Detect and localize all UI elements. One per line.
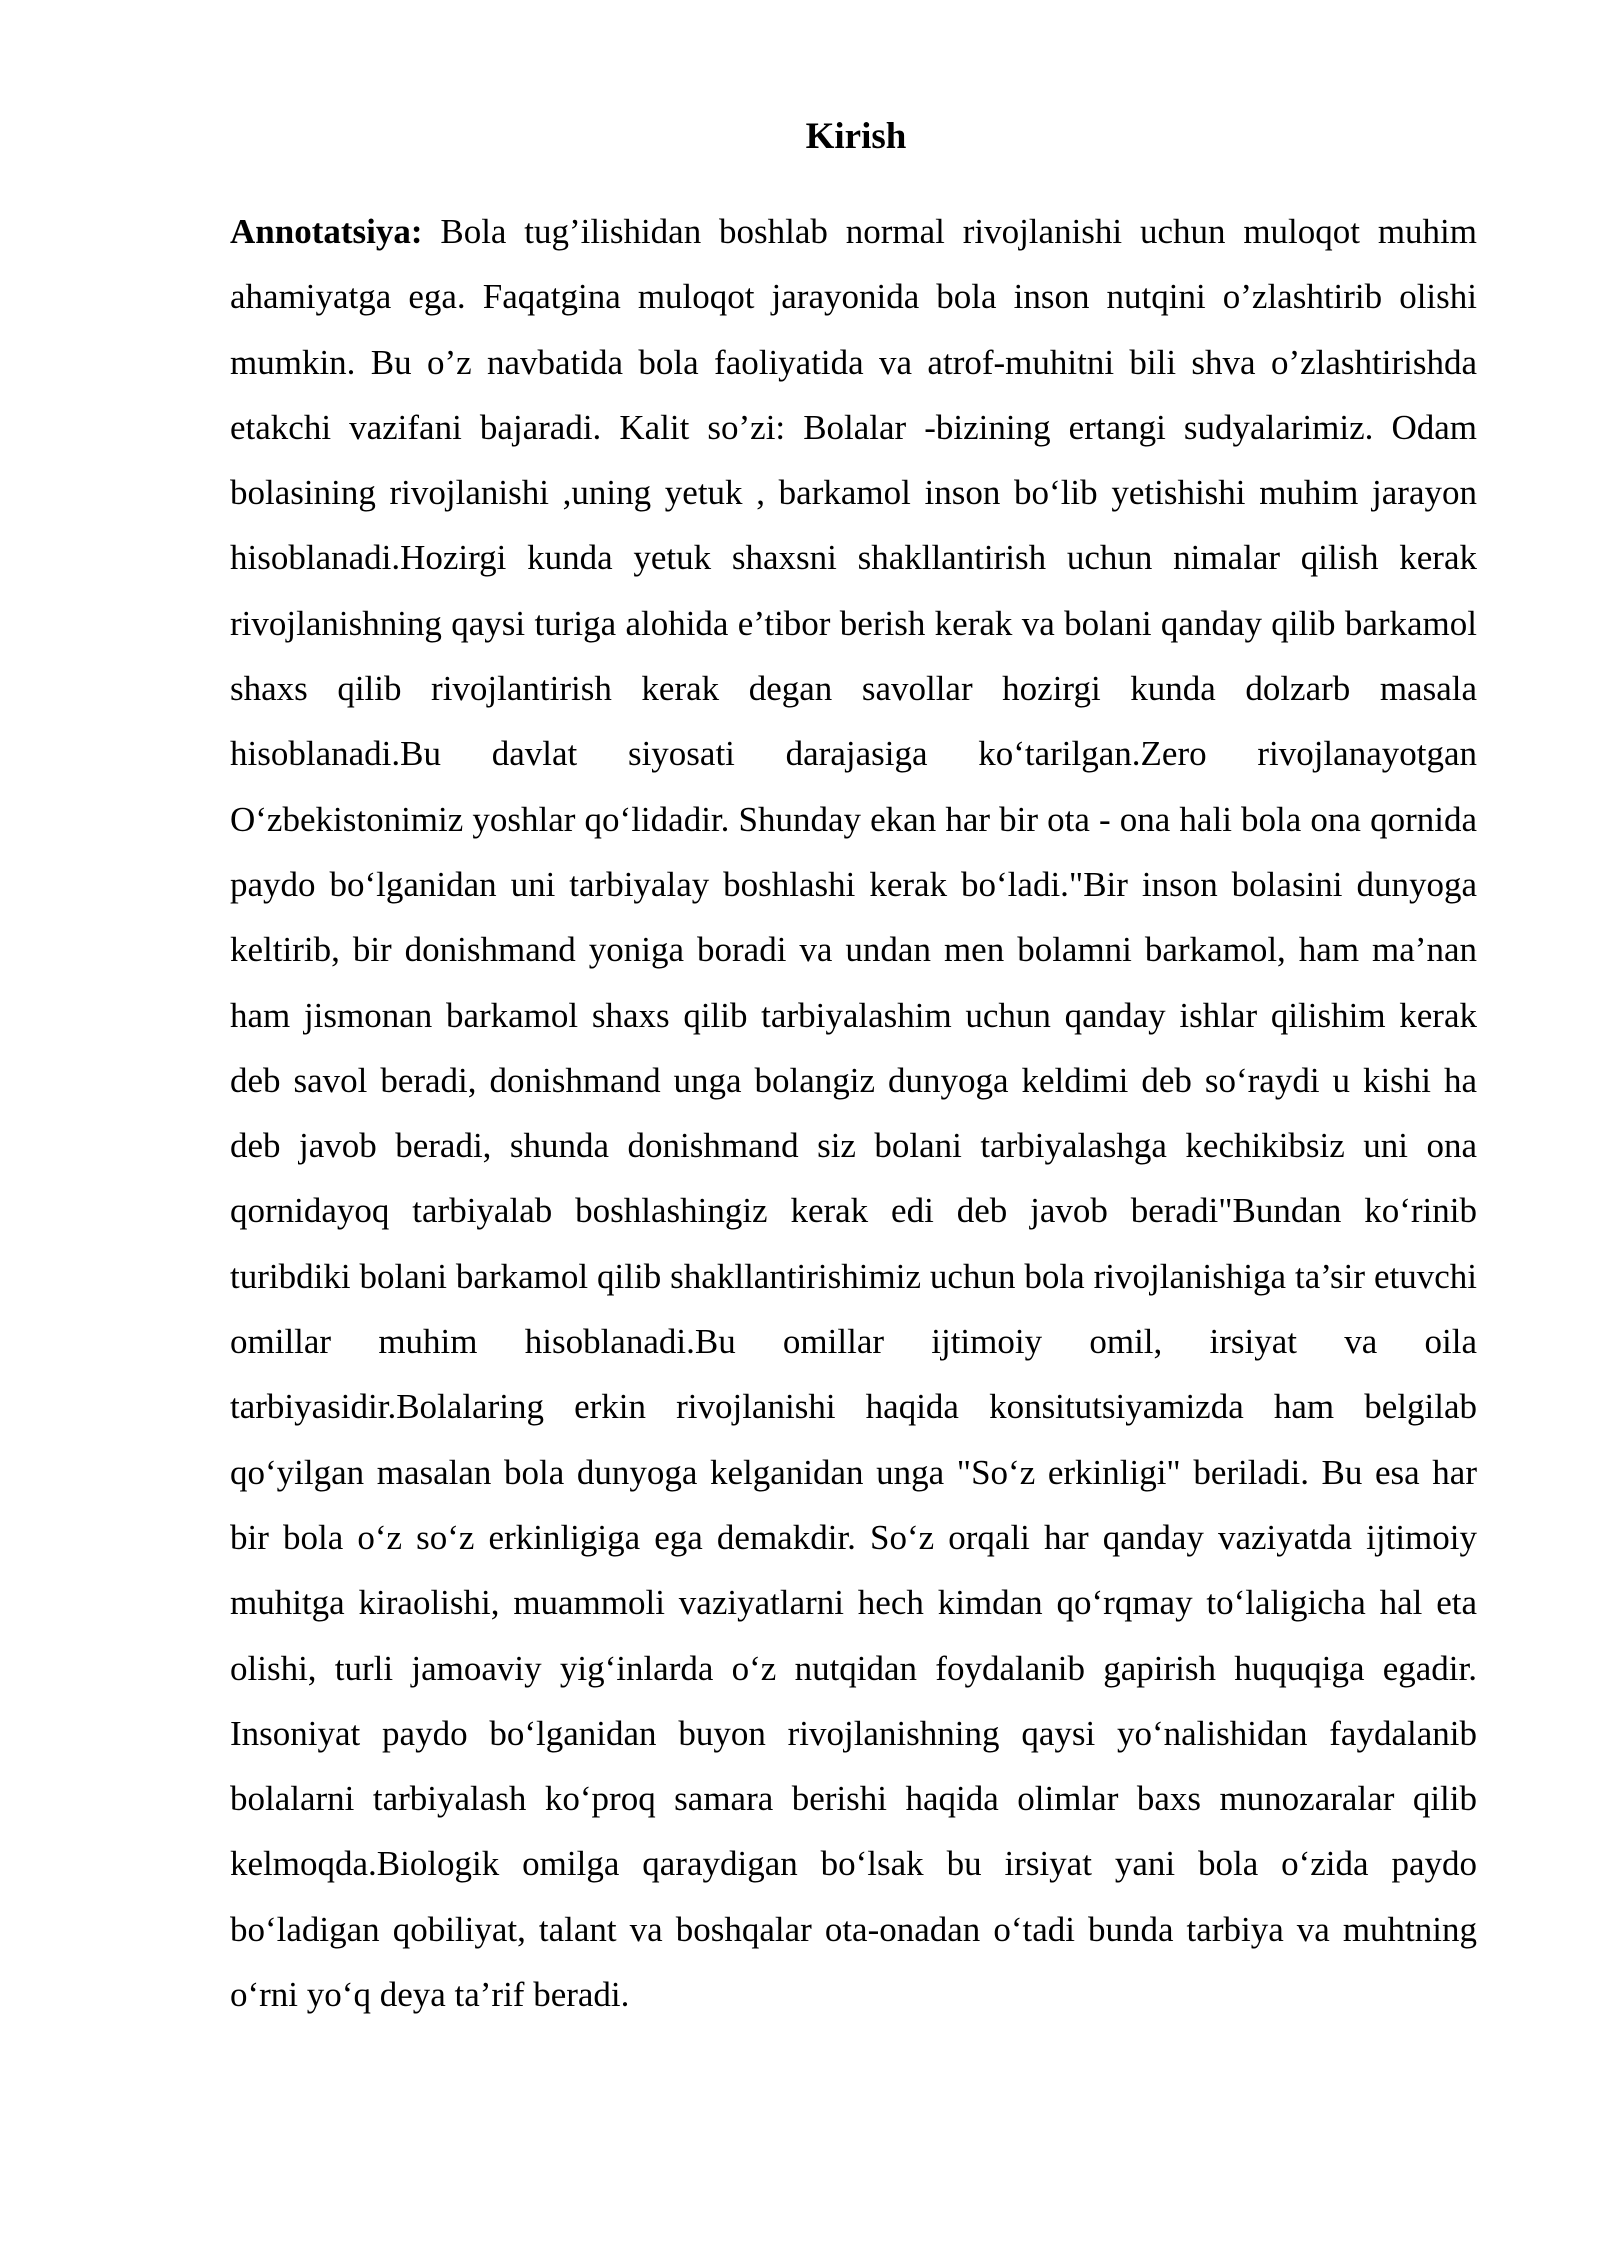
annotation-text: Bola tug’ilishidan boshlab normal rivojlanishi uchun muloqot muhim ahamiyatga ega. Faqatgina muloqot jarayonida bola inson nutqini o’zlashtirib olishi mumkin. Bu o’z navbatida bola faoliyatida va atrof-muhitni bili shva o’zlashtirishda etakchi vazifani bajaradi. Kalit so’zi: Bolalar -bizining ertangi sudyalarimiz. Odam bolasining rivojlanishi ,uning yetuk , barkamol inson boʻlib yetishishi muhim jarayon hisoblanadi.Hozirgi kunda yetuk shaxsni shakllantirish uchun nimalar qilish kerak rivojlanishning qaysi turiga alohida e’tibor berish kerak va bolani qanday qilib barkamol shaxs qilib rivojlantirish kerak degan savollar hozirgi kunda dolzarb masala hisoblanadi.Bu davlat siyosati darajasiga koʻtarilgan.Zero rivojlanayotgan Oʻzbekistonimiz yoshlar qoʻlidadir. Shunday ekan har bir ota - ona hali bola ona qornida paydo boʻlganidan uni tarbiyalay boshlashi kerak boʻladi."Bir inson bolasini dunyoga keltirib, bir donishmand yoniga boradi va undan men bolamni barkamol, ham ma’nan ham jismonan barkamol shaxs qilib tarbiyalashim uchun qanday ishlar qilishim kerak deb savol beradi, donishmand unga bolangiz dunyoga keldimi deb soʻraydi u kishi ha deb javob beradi, shunda donishmand siz bolani tarbiyalashga kechikibsiz uni ona qornidayoq tarbiyalab boshlashingiz kerak edi deb javob beradi"Bundan koʻrinib turibdiki bolani barkamol qilib shakllantirishimiz uchun bola rivojlanishiga ta’sir etuvchi omillar muhim hisoblanadi.Bu omillar ijtimoiy omil, irsiyat va oila tarbiyasidir.Bolalaring erkin rivojlanishi haqida konsitutsiyamizda ham belgilab qoʻyilgan masalan bola dunyoga kelganidan unga "Soʻz erkinligi" beriladi. Bu esa har bir bola oʻz soʻz erkinligiga ega demakdir. Soʻz orqali har qanday vaziyatda ijtimoiy muhitga kiraolishi, muammoli vaziyatlarni hech kimdan qoʻrqmay toʻlaligicha hal eta olishi, turli jamoaviy yigʻinlarda oʻz nutqidan foydalanib gapirish huquqiga egadir. Insoniyat paydo boʻlganidan buyon rivojlanishning qaysi yoʻnalishidan faydalanib bolalarni tarbiyalash koʻproq samara berishi haqida olimlar baxs munozaralar qilib kelmoqda.Biologik omilga qaraydigan boʻlsak bu irsiyat yani bola oʻzida paydo boʻladigan qobiliyat, talant va boshqalar ota-onadan oʻtadi bunda tarbiya va muhtning oʻrni yoʻq deya ta’rif beradi.: [230, 212, 1477, 2015]
page-title: Kirish: [805, 116, 907, 157]
annotation-paragraph: [230, 199, 1477, 2027]
annotation-label: Annotatsiya:: [230, 212, 423, 251]
